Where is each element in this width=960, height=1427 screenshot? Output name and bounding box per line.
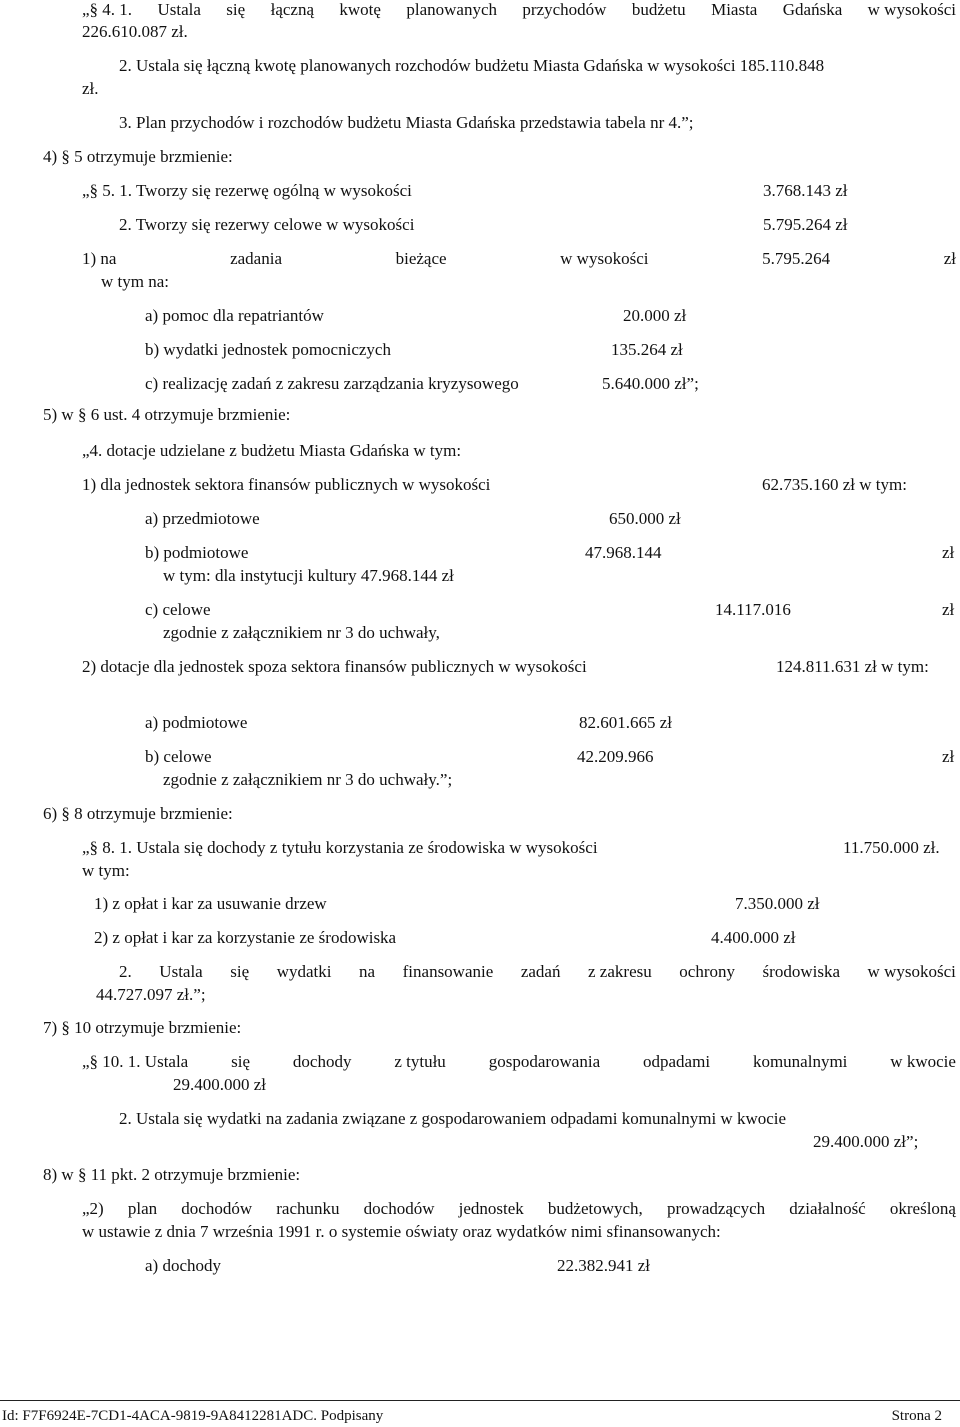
text-word: z zakresu xyxy=(588,962,652,981)
amount-value: 5.795.264 xyxy=(762,249,831,268)
list-item: b) wydatki jednostek pomocniczych xyxy=(145,340,391,359)
section-heading: 5) w § 6 ust. 4 otrzymuje brzmienie: xyxy=(43,405,291,424)
text-word: łączną xyxy=(270,0,314,19)
page-number: Strona 2 xyxy=(891,1408,942,1424)
text-word: w wysokości xyxy=(867,962,956,981)
paragraph-line: „4. dotacje udzielane z budżetu Miasta Gdańska w tym: xyxy=(82,441,462,460)
text-word: na xyxy=(359,962,376,981)
text-word: rachunku xyxy=(276,1199,340,1218)
list-item: a) przedmiotowe xyxy=(145,509,260,528)
amount-value: 5.795.264 zł xyxy=(763,215,848,234)
text-word: odpadami xyxy=(643,1052,711,1071)
amount-unit: zł xyxy=(942,543,955,562)
text-word: Miasta xyxy=(711,0,758,19)
text-word: określoną xyxy=(889,1199,956,1218)
amount-value: 7.350.000 zł xyxy=(735,894,820,913)
paragraph-line: 2. Tworzy się rezerwy celowe w wysokości xyxy=(119,215,415,234)
amount-value: 42.209.966 xyxy=(577,747,654,766)
text-word: Ustala xyxy=(157,0,201,19)
document-id: Id: F7F6924E-7CD1-4ACA-9819-9A8412281ADC. Podpisany xyxy=(2,1408,384,1424)
paragraph-line: w tym: xyxy=(82,861,130,880)
paragraph-line: w tym na: xyxy=(101,272,169,291)
text-word: dochody xyxy=(292,1052,352,1071)
text-word: w wysokości xyxy=(867,0,956,19)
text-word: Gdańska xyxy=(782,0,843,19)
text-word: w wysokości xyxy=(560,249,649,268)
list-item: a) pomoc dla repatriantów xyxy=(145,306,324,325)
amount-value: 3.768.143 zł xyxy=(763,181,848,200)
section-heading: 4) § 5 otrzymuje brzmienie: xyxy=(43,147,233,166)
amount-value: 14.117.016 xyxy=(715,600,791,619)
list-item: b) celowe xyxy=(145,747,212,766)
text-word: „2) xyxy=(82,1199,104,1218)
list-item: 1) z opłat i kar za usuwanie drzew xyxy=(94,894,327,913)
paragraph-line: w ustawie z dnia 7 września 1991 r. o systemie oświaty oraz wydatków nimi sfinansowanych: xyxy=(82,1222,721,1241)
text-word: z tytułu xyxy=(394,1052,446,1071)
text-word: w kwocie xyxy=(890,1052,956,1071)
paragraph-line: 3. Plan przychodów i rozchodów budżetu Miasta Gdańska przedstawia tabela nr 4.”; xyxy=(119,113,694,132)
text-word: 1) na xyxy=(82,249,117,268)
text-word: prowadzących xyxy=(666,1199,766,1218)
list-item: a) podmiotowe xyxy=(145,713,248,732)
list-item: 2) z opłat i kar za korzystanie ze środowiska xyxy=(94,928,397,947)
text-word: „§ 4. 1. xyxy=(82,0,133,19)
paragraph-line: „§ 8. 1. Ustala się dochody z tytułu korzystania ze środowiska w wysokości xyxy=(82,838,598,857)
paragraph-line: „§ 5. 1. Tworzy się rezerwę ogólną w wysokości xyxy=(82,181,412,200)
text-word: wydatki xyxy=(276,962,332,981)
section-heading: 8) w § 11 pkt. 2 otrzymuje brzmienie: xyxy=(43,1165,301,1184)
paragraph-line: w tym: dla instytucji kultury 47.968.144 zł xyxy=(163,566,454,585)
footer-rule xyxy=(0,1400,960,1401)
section-heading: 7) § 10 otrzymuje brzmienie: xyxy=(43,1018,242,1037)
text-word: bieżące xyxy=(395,249,447,268)
text-word: budżetu xyxy=(631,0,686,19)
paragraph-line: zgodnie z załącznikiem nr 3 do uchwały, xyxy=(163,623,440,642)
amount-value: 62.735.160 zł w tym: xyxy=(762,475,907,494)
text-word: się xyxy=(226,0,246,19)
amount-value: 650.000 zł xyxy=(609,509,681,528)
paragraph-line: 2) dotacje dla jednostek spoza sektora finansów publicznych w wysokości xyxy=(82,657,587,676)
text-word: dochodów xyxy=(363,1199,435,1218)
paragraph-line xyxy=(82,248,956,270)
text-word: jednostek xyxy=(458,1199,524,1218)
amount-value: 29.400.000 zł”; xyxy=(813,1132,919,1151)
text-word: ochrony xyxy=(679,962,735,981)
text-word: się xyxy=(231,1052,251,1071)
list-item: b) podmiotowe xyxy=(145,543,249,562)
paragraph-line xyxy=(82,0,956,21)
amount-value: 4.400.000 zł xyxy=(711,928,796,947)
text-word: komunalnymi xyxy=(752,1052,848,1071)
paragraph-line xyxy=(82,1051,956,1073)
text-word: kwotę xyxy=(339,0,381,19)
paragraph-line: 29.400.000 zł xyxy=(173,1075,267,1094)
paragraph-line: 1) dla jednostek sektora finansów publicznych w wysokości xyxy=(82,475,491,494)
text-word: działalność xyxy=(789,1199,866,1218)
text-word: finansowanie xyxy=(402,962,494,981)
text-word: zł xyxy=(943,249,956,268)
section-heading: 6) § 8 otrzymuje brzmienie: xyxy=(43,804,233,823)
paragraph-line: 2. Ustala się łączną kwotę planowanych rozchodów budżetu Miasta Gdańska w wysokości 185.110.848 xyxy=(119,56,825,75)
text-word: środowiska xyxy=(762,962,840,981)
paragraph-line xyxy=(119,961,956,983)
amount-value: 47.968.144 xyxy=(585,543,662,562)
text-word: planowanych xyxy=(406,0,497,19)
text-word: Ustala xyxy=(159,962,203,981)
text-word: „§ 10. 1. Ustala xyxy=(82,1052,189,1071)
amount-value: 11.750.000 zł. xyxy=(843,838,940,857)
text-word: budżetowych, xyxy=(547,1199,643,1218)
amount-unit: zł xyxy=(942,600,955,619)
amount-value: 22.382.941 zł xyxy=(557,1256,651,1275)
list-item: a) dochody xyxy=(145,1256,222,1275)
amount-value: 20.000 zł xyxy=(623,306,687,325)
list-item: c) realizację zadań z zakresu zarządzania kryzysowego xyxy=(145,374,519,393)
amount-value: 82.601.665 zł xyxy=(579,713,673,732)
text-word: się xyxy=(230,962,250,981)
amount-value: 124.811.631 zł w tym: xyxy=(776,657,929,676)
paragraph-line: 44.727.097 zł.”; xyxy=(96,985,206,1004)
text-word: dochodów xyxy=(181,1199,253,1218)
paragraph-line: zł. xyxy=(82,79,99,98)
text-word: gospodarowania xyxy=(488,1052,601,1071)
paragraph-line xyxy=(82,1198,956,1220)
amount-value: 5.640.000 zł”; xyxy=(602,374,699,393)
paragraph-line: 2. Ustala się wydatki na zadania związane z gospodarowaniem odpadami komunalnymi w kwocie xyxy=(119,1109,787,1128)
text-word: zadań xyxy=(520,962,561,981)
text-word: 2. xyxy=(119,962,132,981)
text-word: plan xyxy=(127,1199,158,1218)
text-word: przychodów xyxy=(522,0,607,19)
list-item: c) celowe xyxy=(145,600,211,619)
paragraph-line: zgodnie z załącznikiem nr 3 do uchwały.”; xyxy=(163,770,453,789)
amount-value: 135.264 zł xyxy=(611,340,683,359)
paragraph-line: 226.610.087 zł. xyxy=(82,22,188,41)
text-word: zadania xyxy=(230,249,282,268)
amount-unit: zł xyxy=(942,747,955,766)
